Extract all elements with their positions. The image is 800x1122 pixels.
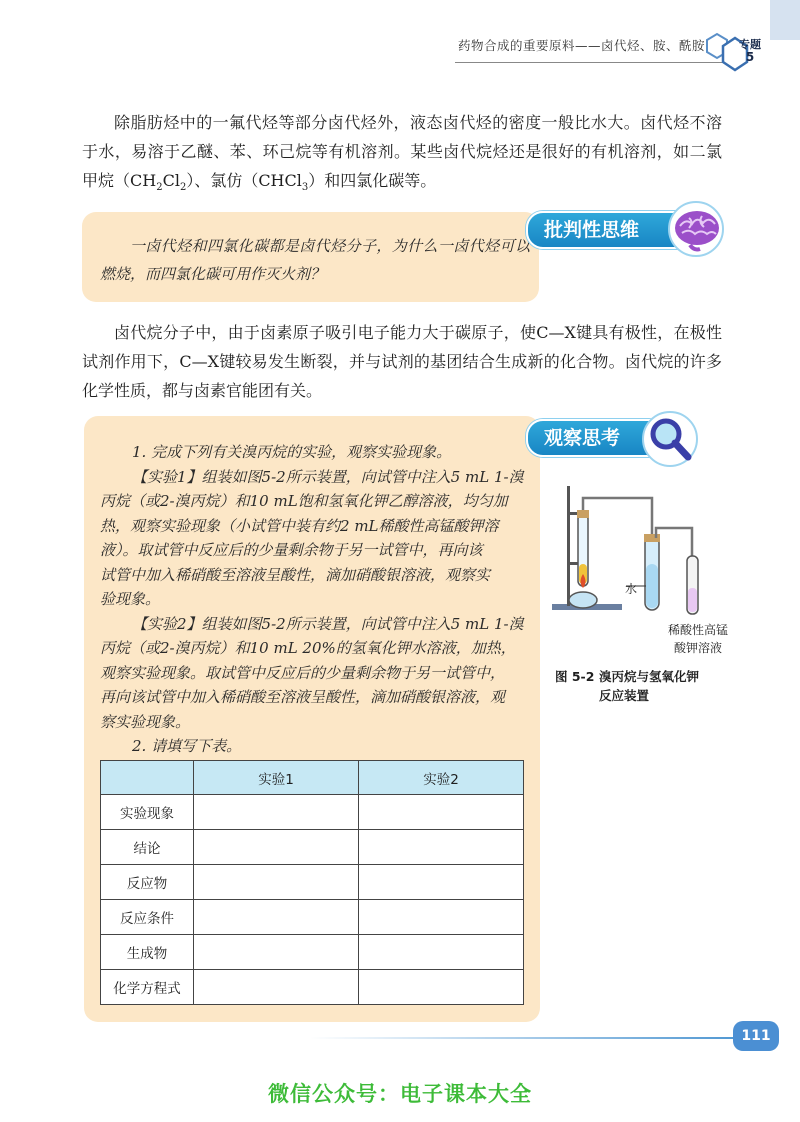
experiment-line: 丙烷（或2-溴丙烷）和10 mL 20%的氢氧化钾水溶液，加热， [100, 639, 516, 657]
answer-cell[interactable] [359, 795, 524, 830]
table-header-row [101, 761, 524, 795]
answer-cell[interactable] [194, 865, 359, 900]
experiment-line: 丙烷（或2-溴丙烷）和10 mL饱和氢氧化钾乙醇溶液，均匀加 [100, 492, 508, 510]
experiment-line: 再向该试管中加入稀硝酸至溶液呈酸性，滴加硝酸银溶液，观 [100, 688, 506, 706]
haloalkane-paragraph: 卤代烷分子中，由于卤素原子吸引电子能力大于碳原子，使C—X键具有极性，在极性试剂作用下，C—X键较易发生断裂，并与试剂的基团结合生成新的化合物。卤代烷的许多化学性质，都与卤素官能团有关。 [82, 323, 722, 400]
intro-line-2: 于水，易溶于乙醚、苯、环己烷等有机溶剂。某些卤代烷烃还是很好的有机溶剂，如二氯 [82, 142, 722, 161]
solution-label [648, 621, 748, 657]
page-number: 111 [733, 1021, 779, 1051]
subscript: 2 [179, 182, 187, 194]
intro-paragraph [82, 108, 722, 202]
table-row [101, 935, 524, 970]
intro-line-3a: 甲烷（CH [82, 171, 157, 190]
observe-think-label: 观察思考 [526, 419, 666, 457]
watermark: 微信公众号：电子课本大全 [268, 1082, 532, 1106]
intro-line-3d: ）和四氯化碳等。 [308, 171, 437, 190]
table-row [101, 900, 524, 935]
subscript: 3 [301, 182, 309, 194]
answer-cell[interactable] [359, 935, 524, 970]
experiment-line: 1. 完成下列有关溴丙烷的实验，观察实验现象。 [132, 443, 452, 461]
stand-rod [567, 486, 570, 606]
answer-cell[interactable] [194, 830, 359, 865]
answer-cell[interactable] [194, 900, 359, 935]
header-rule [455, 62, 725, 63]
experiment-line: 观察实验现象。取试管中反应后的少量剩余物于另一试管中， [100, 663, 506, 682]
row-label: 反应条件 [101, 900, 194, 935]
table-header-cell: 实验2 [359, 761, 524, 795]
delivery-tube [583, 498, 652, 544]
answer-cell[interactable] [194, 970, 359, 1005]
table-row [101, 830, 524, 865]
page-header [0, 0, 800, 90]
table-row [101, 865, 524, 900]
experiment-line: 【实验2】组装如图5-2所示装置，向试管中注入5 mL 1-溴 [132, 614, 524, 633]
permanganate-solution [688, 588, 697, 612]
answer-cell[interactable] [359, 900, 524, 935]
figure-number: 图 5-2 [555, 669, 595, 684]
magnifier-icon [640, 410, 700, 468]
topic-number: 5 [745, 50, 755, 64]
topic-stripe [770, 0, 800, 40]
table-row [101, 795, 524, 830]
water [646, 564, 658, 608]
experiment-line: 热，观察实验现象（小试管中装有约2 mL稀酸性高锰酸钾溶 [100, 516, 499, 535]
experiment-line: 液）。取试管中反应后的少量剩余物于另一试管中，再向该 [100, 541, 483, 559]
row-label: 结论 [101, 830, 194, 865]
stopper [644, 534, 660, 542]
answer-cell[interactable] [194, 935, 359, 970]
solution-label-line-1: 稀酸性高锰 [667, 623, 728, 637]
table-row [101, 970, 524, 1005]
intro-line-3c: ）、氯仿（CHCl [186, 171, 302, 190]
figure-title-line-2: 反应装置 [599, 688, 650, 703]
topic-badge [735, 38, 765, 64]
answer-cell[interactable] [359, 830, 524, 865]
answer-cell[interactable] [359, 865, 524, 900]
critical-thinking-label: 批判性思维 [526, 211, 696, 249]
experiment-line: 察实验现象。 [100, 712, 191, 731]
answer-cell[interactable] [359, 970, 524, 1005]
brain-icon [664, 200, 728, 258]
alcohol-lamp [569, 592, 597, 608]
row-label: 生成物 [101, 935, 194, 970]
row-label: 反应物 [101, 865, 194, 900]
subscript: 2 [156, 182, 163, 194]
figure-title-line-1: 溴丙烷与氢氧化钾 [599, 669, 700, 684]
table-header-cell: 实验1 [194, 761, 359, 795]
table-header-cell [101, 761, 194, 795]
experiment-line: 【实验1】组装如图5-2所示装置，向试管中注入5 mL 1-溴 [132, 467, 524, 486]
row-label: 实验现象 [101, 795, 194, 830]
observation-table [100, 760, 524, 1005]
answer-cell[interactable] [194, 795, 359, 830]
stopper [577, 510, 589, 518]
running-title: 药物合成的重要原料——卤代烃、胺、酰胺 [457, 38, 705, 53]
apparatus-figure [548, 478, 728, 618]
footer-rule [310, 1037, 740, 1039]
intro-line-3b: Cl [162, 171, 180, 190]
topic-label: 专题 [739, 38, 761, 51]
experiment-line: 试管中加入稀硝酸至溶液呈酸性，滴加硝酸银溶液，观察实 [100, 565, 491, 584]
critical-thinking-text: 一卤代烃和四氯化碳都是卤代烃分子，为什么一卤代烃可以燃烧，而四氯化碳可用作灭火剂？ [100, 237, 530, 283]
experiment-line: 验现象。 [100, 590, 161, 608]
intro-line-1: 除脂肪烃中的一氟代烃等部分卤代烃外，液态卤代烃的密度一般比水大。卤代烃不溶 [114, 113, 722, 132]
experiment-line: 2. 请填写下表。 [132, 737, 242, 755]
figure-caption [555, 667, 735, 705]
solution-label-line-2: 酸钾溶液 [673, 641, 722, 655]
water-label: 水 [625, 582, 638, 596]
row-label: 化学方程式 [101, 970, 194, 1005]
